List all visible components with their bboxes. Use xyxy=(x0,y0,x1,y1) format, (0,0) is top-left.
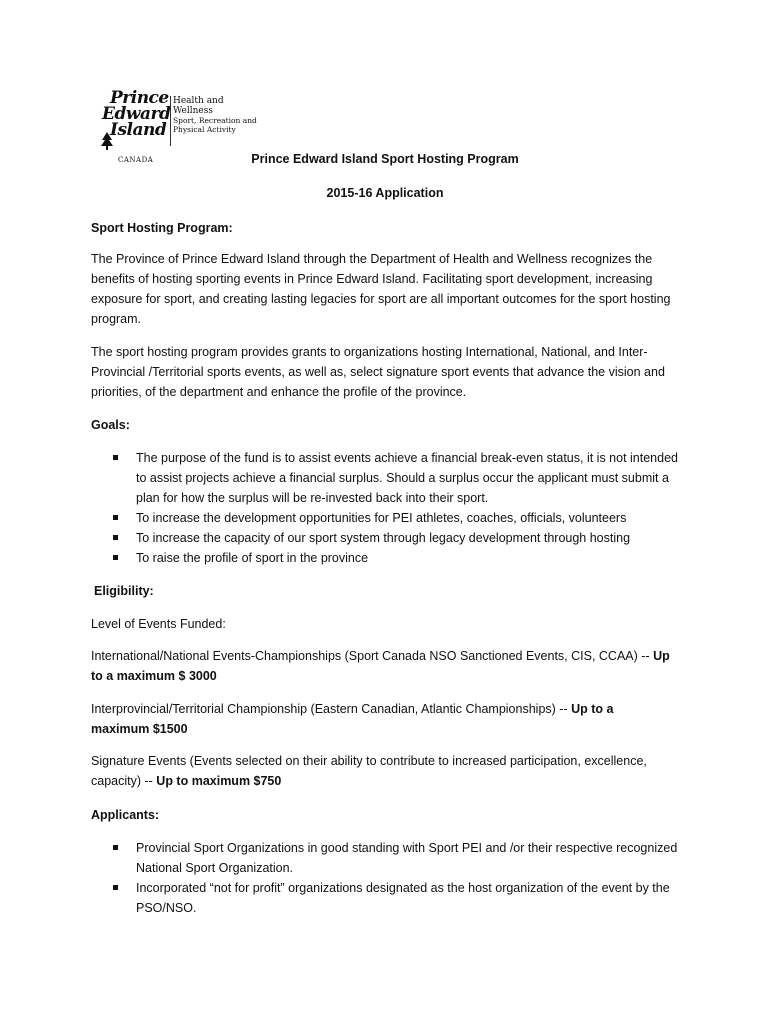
tree-icon xyxy=(100,132,114,150)
program-paragraph-1: The Province of Prince Edward Island through the Department of Health and Wellness recognizes the benefits of hosting sporting events in Prince Edward Island. Facilitating sport development, increasing exposure for sport, and creating lasting legacies for sport are all important outcomes for the sport hosting program. xyxy=(91,252,671,326)
level-interprovincial: Interprovincial/Territorial Championship (Eastern Canadian, Atlantic Championships) -- Up to a maximum $1500 xyxy=(91,702,614,736)
applicants-list xyxy=(91,838,691,918)
list-item: Incorporated “not for profit” organizations designated as the host organization of the event by the PSO/NSO. xyxy=(91,878,691,918)
list-item: To increase the development opportunities for PEI athletes, coaches, officials, volunteers xyxy=(91,508,691,528)
bullet-icon xyxy=(113,885,118,890)
level-interprovincial-amount: Up to a maximum $1500 xyxy=(91,702,614,736)
program-paragraph-2: The sport hosting program provides grants to organizations hosting International, National, and Inter-Provincial /Territorial sports events, as well as, select signature sport events that advance the vision and priorities, of the department and enhance the profile of the province. xyxy=(91,345,665,399)
level-signature: Signature Events (Events selected on their ability to contribute to increased participation, excellence, capacity) -- Up to maximum $750 xyxy=(91,754,647,788)
bullet-icon xyxy=(113,845,118,850)
logo-country: CANADA xyxy=(118,156,154,164)
logo-wordmark: Prince Edward Island xyxy=(102,88,171,140)
bullet-icon xyxy=(113,455,118,460)
level-international: International/National Events-Championships (Sport Canada NSO Sanctioned Events, CIS, CCAA) -- Up to a maximum $ 3000 xyxy=(91,649,670,683)
levels-label: Level of Events Funded: xyxy=(91,617,226,631)
program-heading: Sport Hosting Program: xyxy=(91,221,233,235)
list-item: The purpose of the fund is to assist events achieve a financial break-even status, it is not intended to assist projects achieve a financial surplus. Should a surplus occur the applicant must submit a plan for how the surplus will be re-invested back into their sport. xyxy=(91,448,691,508)
logo-divider xyxy=(170,96,171,146)
goals-list xyxy=(91,448,691,568)
logo-department: Health and Wellness Sport, Recreation and Physical Activity xyxy=(173,96,257,134)
level-signature-amount: Up to maximum $750 xyxy=(156,774,282,788)
document-subtitle: 2015-16 Application xyxy=(326,186,444,200)
applicants-heading: Applicants: xyxy=(91,808,160,822)
list-item: Provincial Sport Organizations in good standing with Sport PEI and /or their respective recognized National Sport Organization. xyxy=(91,838,691,878)
bullet-icon xyxy=(113,515,118,520)
document-title: Prince Edward Island Sport Hosting Program xyxy=(251,152,519,166)
level-international-amount: Up to a maximum $ 3000 xyxy=(91,649,670,683)
goals-heading: Goals: xyxy=(91,418,130,432)
list-item: To raise the profile of sport in the province xyxy=(91,548,691,568)
bullet-icon xyxy=(113,535,118,540)
eligibility-heading: Eligibility: xyxy=(94,584,154,598)
list-item: To increase the capacity of our sport system through legacy development through hosting xyxy=(91,528,691,548)
bullet-icon xyxy=(113,555,118,560)
